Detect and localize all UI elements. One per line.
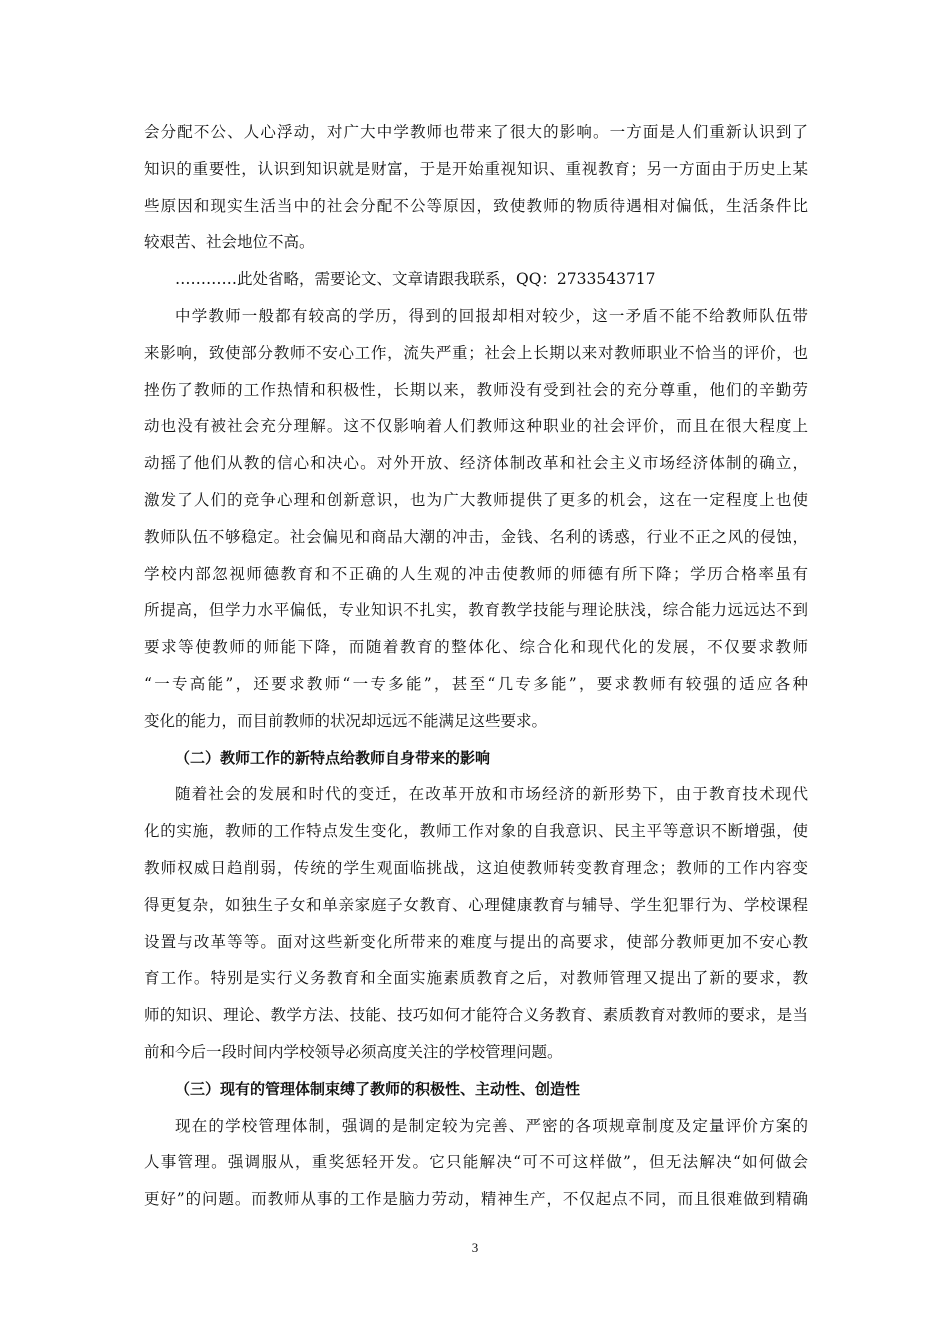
text-line: 更好”的问题。而教师从事的工作是脑力劳动，精神生产，不仅起点不同，而且很难做到精确 [144, 1190, 808, 1209]
text-line: 动也没有被社会充分理解。这不仅影响着人们教师这种职业的社会评价，而且在很大程度上 [144, 417, 808, 436]
text-line: 现在的学校管理体制，强调的是制定较为完善、严密的各项规章制度及定量评价方案的 [175, 1116, 808, 1135]
text-line: 育工作。特别是实行义务教育和全面实施素质教育之后，对教师管理又提出了新的要求，教 [144, 969, 808, 988]
text-line: 来影响，致使部分教师不安心工作，流失严重；社会上长期以来对教师职业不恰当的评价，也 [144, 343, 808, 362]
text-line: 挫伤了教师的工作热情和积极性，长期以来，教师没有受到社会的充分尊重，他们的辛勤劳 [144, 380, 808, 399]
text-line: 前和今后一段时间内学校领导必须高度关注的学校管理问题。 [144, 1042, 563, 1061]
omission-note: …………此处省略，需要论文、文章请跟我联系，QQ：2733543717 [175, 270, 656, 289]
text-line: 些原因和现实生活当中的社会分配不公等原因，致使教师的物质待遇相对偏低，生活条件比 [144, 196, 808, 215]
text-line: 化的实施，教师的工作特点发生变化，教师工作对象的自我意识、民主平等意识不断增强，使 [144, 822, 808, 841]
text-line: 随着社会的发展和时代的变迁，在改革开放和市场经济的新形势下，由于教育技术现代 [175, 785, 808, 804]
text-line: 会分配不公、人心浮动，对广大中学教师也带来了很大的影响。一方面是人们重新认识到了 [144, 123, 808, 141]
text-line: 较艰苦、社会地位不高。 [144, 233, 315, 252]
text-line: 变化的能力，而目前教师的状况却远远不能满足这些要求。 [144, 711, 548, 730]
text-line: 人事管理。强调服从，重奖惩轻开发。它只能解决“可不可这样做”，但无法解决“如何做会 [144, 1153, 808, 1172]
text-line: 教师权威日趋削弱，传统的学生观面临挑战，这迫使教师转变教育理念；教师的工作内容变 [144, 858, 808, 877]
body-text [144, 114, 808, 1218]
section-heading-2: （二）教师工作的新特点给教师自身带来的影响 [175, 748, 491, 767]
text-line: 所提高，但学力水平偏低，专业知识不扎实，教育教学技能与理论肤浅，综合能力远远达不到 [144, 601, 808, 620]
section-heading-3: （三）现有的管理体制束缚了教师的积极性、主动性、创造性 [175, 1079, 581, 1098]
text-line: 学校内部忽视师德教育和不正确的人生观的冲击使教师的师德有所下降；学历合格率虽有 [144, 564, 808, 583]
text-line: 要求等使教师的师能下降，而随着教育的整体化、综合化和现代化的发展，不仅要求教师 [144, 638, 808, 657]
page-number: 3 [471, 1240, 479, 1255]
text-line: 激发了人们的竞争心理和创新意识，也为广大教师提供了更多的机会，这在一定程度上也使 [144, 490, 808, 509]
text-line: 知识的重要性，认识到知识就是财富，于是开始重视知识、重视教育；另一方面由于历史上某 [144, 159, 808, 178]
text-line: 师的知识、理论、教学方法、技能、技巧如何才能符合义务教育、素质教育对教师的要求，是当 [144, 1006, 808, 1025]
text-line: 得更复杂，如独生子女和单亲家庭子女教育、心理健康教育与辅导、学生犯罪行为、学校课程 [144, 895, 808, 914]
text-line: “一专高能”，还要求教师“一专多能”，甚至“几专多能”，要求教师有较强的适应各种 [144, 674, 808, 693]
text-line: 设置与改革等等。面对这些新变化所带来的难度与提出的高要求，使部分教师更加不安心教 [144, 932, 808, 951]
text-line: 动摇了他们从教的信心和决心。对外开放、经济体制改革和社会主义市场经济体制的确立， [144, 454, 808, 473]
text-line: 教师队伍不够稳定。社会偏见和商品大潮的冲击，金钱、名利的诱惑，行业不正之风的侵蚀， [144, 527, 808, 546]
text-line: 中学教师一般都有较高的学历，得到的回报却相对较少，这一矛盾不能不给教师队伍带 [175, 306, 808, 325]
